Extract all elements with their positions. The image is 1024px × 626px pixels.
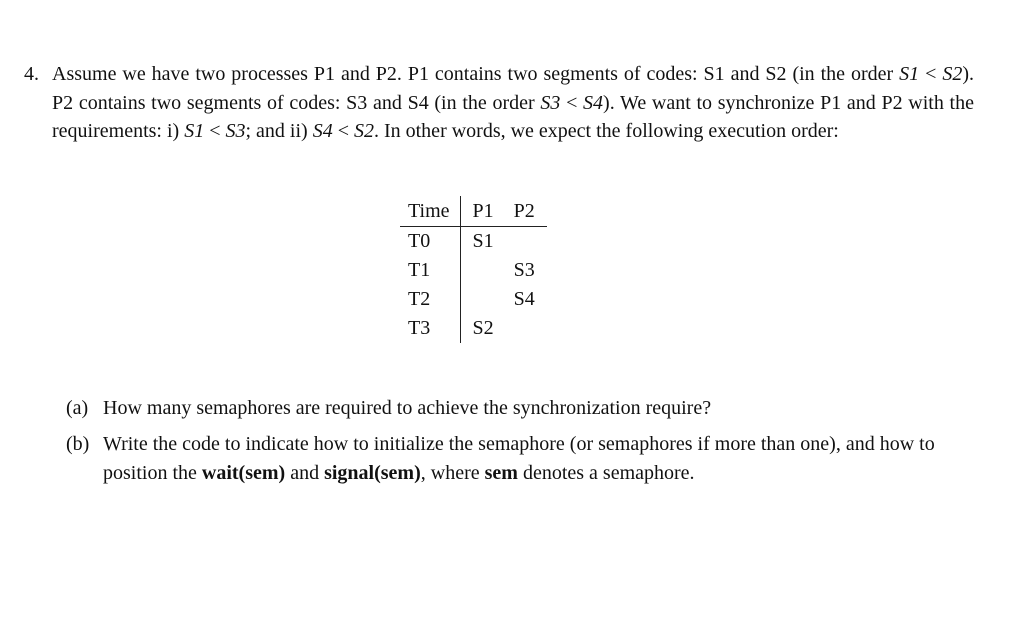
q-intro: Assume we have two processes P1 and P2. P1 contains two segments of codes: S1 and S2 (in the order <box>52 63 900 85</box>
q-mid2: ). We want to synchronize P1 and P2 with the requirements: i) <box>52 91 974 142</box>
table-header-row <box>400 196 547 227</box>
question-number: 4. <box>24 63 39 85</box>
table-row <box>400 285 547 314</box>
signal-keyword: signal(sem) <box>324 462 421 484</box>
cell-time: T0 <box>400 227 460 257</box>
math-s2: S2 <box>942 63 963 85</box>
q-end: . In other words, we expect the following execution order: <box>373 120 839 142</box>
less-than: < <box>209 120 221 142</box>
math-s3: S3 <box>540 91 561 114</box>
subquestion-b <box>66 430 976 488</box>
less-than: < <box>566 91 578 114</box>
q-mid1: ). P2 contains two segments of codes: S3 and S4 (in the order <box>52 63 975 114</box>
cell-p1 <box>460 256 506 285</box>
question-4 <box>24 60 974 146</box>
cell-p2: S3 <box>513 259 535 281</box>
subquestion-a-label: (a) <box>66 397 89 419</box>
math-s4: S4 <box>312 120 333 142</box>
cell-p1 <box>460 285 506 314</box>
math-s3: S3 <box>225 120 246 142</box>
cell-time: T1 <box>400 256 460 285</box>
question-body <box>52 60 974 146</box>
sub-b-text2: and <box>285 462 325 484</box>
sub-b-text4: denotes a semaphore. <box>517 462 695 484</box>
cell-time: T2 <box>400 285 460 314</box>
cell-p1: S2 <box>472 317 494 339</box>
table-row <box>400 256 547 285</box>
cell-p2 <box>506 227 547 257</box>
subquestion-b-label: (b) <box>66 433 90 455</box>
cell-p2 <box>506 314 547 343</box>
sub-b-text1: Write the code to indicate how to initialize the semaphore (or semaphores if more than one), and how to position the <box>103 433 935 484</box>
header-time: Time <box>400 196 460 227</box>
math-s2: S2 <box>353 120 374 142</box>
table-row <box>400 314 547 343</box>
execution-order-table <box>400 196 547 343</box>
question-text <box>52 60 974 146</box>
wait-keyword: wait(sem) <box>201 462 286 484</box>
q-mid3: ; and ii) <box>245 120 313 142</box>
subquestion-b-text <box>103 430 976 488</box>
math-s4: S4 <box>583 91 604 114</box>
sem-keyword: sem <box>484 462 518 484</box>
header-p2: P2 <box>506 196 547 227</box>
less-than: < <box>337 120 349 142</box>
table-row <box>400 227 547 257</box>
cell-time: T3 <box>400 314 460 343</box>
header-p1: P1 <box>460 196 506 227</box>
less-than: < <box>925 63 937 85</box>
cell-p2: S4 <box>513 288 535 310</box>
math-s1: S1 <box>899 63 920 85</box>
subquestion-a <box>66 394 976 423</box>
math-s1: S1 <box>184 120 205 142</box>
cell-p1: S1 <box>472 230 494 252</box>
subquestion-a-text: How many semaphores are required to achieve the synchronization require? <box>103 397 712 419</box>
sub-b-text3: , where <box>420 462 485 484</box>
